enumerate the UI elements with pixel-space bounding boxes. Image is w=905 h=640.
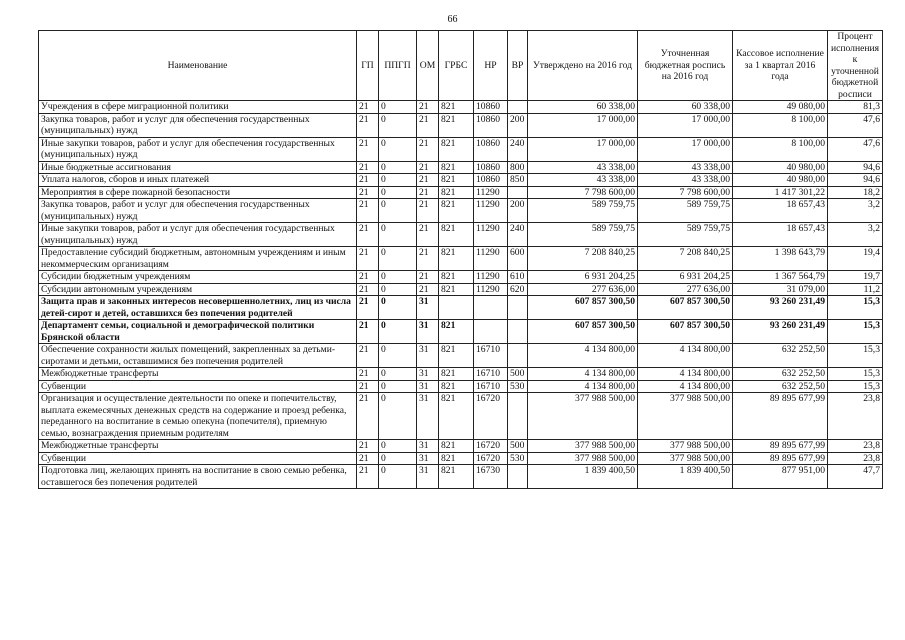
cell-gp: 21: [357, 137, 379, 161]
cell-approved: 1 839 400,50: [528, 465, 638, 489]
cell-np: 16720: [474, 452, 508, 465]
cell-refined: 589 759,75: [638, 223, 733, 247]
cell-grbs: 821: [439, 440, 474, 453]
cell-percent: 19,7: [828, 271, 883, 284]
cell-np: 11290: [474, 186, 508, 199]
table-row: [39, 271, 883, 284]
cell-ppgp: 0: [379, 137, 417, 161]
cell-np: 16720: [474, 393, 508, 440]
cell-approved: 377 988 500,00: [528, 452, 638, 465]
cell-cash: 1 398 643,79: [733, 247, 828, 271]
cell-gp: 21: [357, 186, 379, 199]
cell-om: 31: [417, 465, 439, 489]
page-number: 66: [447, 14, 458, 25]
cell-vr: 240: [508, 137, 528, 161]
cell-om: 21: [417, 174, 439, 187]
cell-om: 21: [417, 283, 439, 296]
cell-percent: 23,8: [828, 393, 883, 440]
header-gp: ГП: [357, 31, 379, 101]
cell-name: Подготовка лиц, желающих принять на воспитание в свою семью ребенка, оставшегося без попечения родителей: [39, 465, 357, 489]
cell-gp: 21: [357, 247, 379, 271]
budget-execution-table: [38, 30, 883, 489]
cell-cash: 93 260 231,49: [733, 320, 828, 344]
cell-ppgp: 0: [379, 452, 417, 465]
cell-grbs: 821: [439, 161, 474, 174]
cell-name: Департамент семьи, социальной и демографической политики Брянской области: [39, 320, 357, 344]
cell-gp: 21: [357, 199, 379, 223]
cell-cash: 89 895 677,99: [733, 393, 828, 440]
cell-np: 11290: [474, 199, 508, 223]
cell-percent: 47,6: [828, 113, 883, 137]
cell-vr: [508, 465, 528, 489]
cell-refined: 377 988 500,00: [638, 452, 733, 465]
table-row: [39, 368, 883, 381]
cell-om: 21: [417, 199, 439, 223]
cell-gp: 21: [357, 320, 379, 344]
table-row: [39, 320, 883, 344]
cell-approved: 17 000,00: [528, 137, 638, 161]
cell-om: 31: [417, 452, 439, 465]
cell-om: 21: [417, 271, 439, 284]
cell-refined: 6 931 204,25: [638, 271, 733, 284]
cell-gp: 21: [357, 368, 379, 381]
header-percent: Процент исполнения к уточненной бюджетной росписи: [828, 31, 883, 101]
cell-gp: 21: [357, 344, 379, 368]
cell-vr: 530: [508, 380, 528, 393]
cell-ppgp: 0: [379, 440, 417, 453]
cell-grbs: 821: [439, 344, 474, 368]
table-row: [39, 440, 883, 453]
table-row: [39, 380, 883, 393]
cell-name: Субвенции: [39, 452, 357, 465]
cell-approved: 4 134 800,00: [528, 368, 638, 381]
cell-name: Уплата налогов, сборов и иных платежей: [39, 174, 357, 187]
cell-name: Учреждения в сфере миграционной политики: [39, 101, 357, 114]
cell-percent: 15,3: [828, 320, 883, 344]
cell-approved: 377 988 500,00: [528, 393, 638, 440]
cell-cash: 31 079,00: [733, 283, 828, 296]
cell-refined: 589 759,75: [638, 199, 733, 223]
cell-percent: 47,6: [828, 137, 883, 161]
cell-grbs: 821: [439, 113, 474, 137]
cell-approved: 589 759,75: [528, 199, 638, 223]
cell-ppgp: 0: [379, 320, 417, 344]
cell-cash: 18 657,43: [733, 199, 828, 223]
cell-vr: 500: [508, 368, 528, 381]
cell-approved: 4 134 800,00: [528, 344, 638, 368]
cell-cash: 632 252,50: [733, 380, 828, 393]
cell-grbs: 821: [439, 186, 474, 199]
cell-grbs: 821: [439, 174, 474, 187]
cell-approved: 43 338,00: [528, 161, 638, 174]
cell-grbs: 821: [439, 271, 474, 284]
cell-grbs: 821: [439, 368, 474, 381]
cell-cash: 40 980,00: [733, 161, 828, 174]
cell-grbs: 821: [439, 247, 474, 271]
cell-name: Обеспечение сохранности жилых помещений, закрепленных за детьми-сиротами и детьми, оставшимися без попечения родителей: [39, 344, 357, 368]
cell-gp: 21: [357, 101, 379, 114]
header-ppgp: ППГП: [379, 31, 417, 101]
cell-approved: 589 759,75: [528, 223, 638, 247]
cell-vr: [508, 296, 528, 320]
cell-percent: 19,4: [828, 247, 883, 271]
cell-percent: 3,2: [828, 199, 883, 223]
cell-approved: 43 338,00: [528, 174, 638, 187]
cell-cash: 18 657,43: [733, 223, 828, 247]
cell-name: Иные закупки товаров, работ и услуг для обеспечения государственных (муниципальных) нужд: [39, 223, 357, 247]
cell-np: 11290: [474, 283, 508, 296]
header-grbs: ГРБС: [439, 31, 474, 101]
cell-om: 31: [417, 344, 439, 368]
cell-refined: 17 000,00: [638, 113, 733, 137]
cell-percent: 18,2: [828, 186, 883, 199]
table-row: [39, 283, 883, 296]
cell-percent: 15,3: [828, 380, 883, 393]
cell-percent: 3,2: [828, 223, 883, 247]
table-row: [39, 101, 883, 114]
cell-approved: 7 798 600,00: [528, 186, 638, 199]
cell-ppgp: 0: [379, 247, 417, 271]
cell-vr: [508, 101, 528, 114]
table-header-row: [39, 31, 883, 101]
cell-ppgp: 0: [379, 186, 417, 199]
cell-np: 16710: [474, 344, 508, 368]
cell-refined: 4 134 800,00: [638, 380, 733, 393]
cell-refined: 4 134 800,00: [638, 368, 733, 381]
cell-percent: 23,8: [828, 440, 883, 453]
cell-gp: 21: [357, 223, 379, 247]
cell-grbs: 821: [439, 465, 474, 489]
cell-name: Иные бюджетные ассигнования: [39, 161, 357, 174]
header-cash: Кассовое исполнение за 1 квартал 2016 года: [733, 31, 828, 101]
cell-cash: 877 951,00: [733, 465, 828, 489]
cell-refined: 43 338,00: [638, 174, 733, 187]
cell-refined: 60 338,00: [638, 101, 733, 114]
cell-approved: 607 857 300,50: [528, 296, 638, 320]
cell-vr: 530: [508, 452, 528, 465]
table-row: [39, 452, 883, 465]
header-om: ОМ: [417, 31, 439, 101]
table-row: [39, 113, 883, 137]
cell-cash: 8 100,00: [733, 137, 828, 161]
cell-cash: 632 252,50: [733, 344, 828, 368]
cell-ppgp: 0: [379, 283, 417, 296]
cell-vr: 200: [508, 199, 528, 223]
cell-name: Субсидии автономным учреждениям: [39, 283, 357, 296]
cell-vr: 600: [508, 247, 528, 271]
table-row: [39, 186, 883, 199]
cell-np: 10860: [474, 101, 508, 114]
cell-gp: 21: [357, 174, 379, 187]
cell-vr: [508, 393, 528, 440]
cell-cash: 1 367 564,79: [733, 271, 828, 284]
cell-om: 21: [417, 186, 439, 199]
table-body: [39, 101, 883, 489]
cell-om: 21: [417, 223, 439, 247]
cell-om: 21: [417, 113, 439, 137]
cell-percent: 94,6: [828, 161, 883, 174]
cell-name: Закупка товаров, работ и услуг для обеспечения государственных (муниципальных) нужд: [39, 113, 357, 137]
table-row: [39, 223, 883, 247]
cell-name: Межбюджетные трансферты: [39, 440, 357, 453]
cell-gp: 21: [357, 452, 379, 465]
cell-cash: 49 080,00: [733, 101, 828, 114]
cell-percent: 23,8: [828, 452, 883, 465]
header-np: НР: [474, 31, 508, 101]
cell-approved: 377 988 500,00: [528, 440, 638, 453]
cell-name: Защита прав и законных интересов несовершеннолетних, лиц из числа детей-сирот и детей, оставшихся без попечения родителей: [39, 296, 357, 320]
cell-refined: 17 000,00: [638, 137, 733, 161]
cell-vr: 500: [508, 440, 528, 453]
cell-gp: 21: [357, 271, 379, 284]
cell-cash: 8 100,00: [733, 113, 828, 137]
header-name: Наименование: [39, 31, 357, 101]
cell-cash: 40 980,00: [733, 174, 828, 187]
table-row: [39, 296, 883, 320]
cell-np: 11290: [474, 223, 508, 247]
cell-vr: 610: [508, 271, 528, 284]
cell-np: 11290: [474, 271, 508, 284]
cell-np: [474, 296, 508, 320]
cell-np: 10860: [474, 174, 508, 187]
cell-ppgp: 0: [379, 465, 417, 489]
cell-approved: 60 338,00: [528, 101, 638, 114]
cell-refined: 7 208 840,25: [638, 247, 733, 271]
table-row: [39, 174, 883, 187]
cell-gp: 21: [357, 113, 379, 137]
table-row: [39, 247, 883, 271]
cell-gp: 21: [357, 283, 379, 296]
cell-vr: [508, 320, 528, 344]
cell-om: 21: [417, 247, 439, 271]
cell-grbs: 821: [439, 199, 474, 223]
cell-gp: 21: [357, 296, 379, 320]
cell-ppgp: 0: [379, 161, 417, 174]
cell-np: 16720: [474, 440, 508, 453]
table-row: [39, 344, 883, 368]
cell-ppgp: 0: [379, 101, 417, 114]
cell-name: Субвенции: [39, 380, 357, 393]
cell-refined: 7 798 600,00: [638, 186, 733, 199]
cell-ppgp: 0: [379, 296, 417, 320]
cell-cash: 1 417 301,22: [733, 186, 828, 199]
cell-om: 31: [417, 368, 439, 381]
cell-om: 21: [417, 161, 439, 174]
cell-vr: 620: [508, 283, 528, 296]
cell-ppgp: 0: [379, 223, 417, 247]
cell-ppgp: 0: [379, 393, 417, 440]
cell-vr: [508, 344, 528, 368]
table-row: [39, 465, 883, 489]
header-refined: Уточненная бюджетная роспись на 2016 год: [638, 31, 733, 101]
cell-cash: 93 260 231,49: [733, 296, 828, 320]
cell-np: 16710: [474, 368, 508, 381]
cell-percent: 11,2: [828, 283, 883, 296]
cell-ppgp: 0: [379, 380, 417, 393]
cell-om: 31: [417, 393, 439, 440]
cell-om: 21: [417, 137, 439, 161]
table-row: [39, 393, 883, 440]
cell-vr: 240: [508, 223, 528, 247]
table-row: [39, 161, 883, 174]
cell-refined: 607 857 300,50: [638, 320, 733, 344]
cell-approved: 277 636,00: [528, 283, 638, 296]
cell-vr: 200: [508, 113, 528, 137]
cell-refined: 4 134 800,00: [638, 344, 733, 368]
cell-refined: 43 338,00: [638, 161, 733, 174]
cell-cash: 632 252,50: [733, 368, 828, 381]
cell-percent: 47,7: [828, 465, 883, 489]
cell-om: 31: [417, 380, 439, 393]
cell-refined: 377 988 500,00: [638, 393, 733, 440]
cell-np: [474, 320, 508, 344]
cell-grbs: 821: [439, 101, 474, 114]
cell-percent: 15,3: [828, 344, 883, 368]
cell-gp: 21: [357, 465, 379, 489]
cell-approved: 6 931 204,25: [528, 271, 638, 284]
cell-name: Предоставление субсидий бюджетным, автономным учреждениям и иным некоммерческим организациям: [39, 247, 357, 271]
cell-np: 16710: [474, 380, 508, 393]
cell-np: 16730: [474, 465, 508, 489]
cell-ppgp: 0: [379, 344, 417, 368]
cell-percent: 15,3: [828, 296, 883, 320]
cell-cash: 89 895 677,99: [733, 452, 828, 465]
cell-percent: 94,6: [828, 174, 883, 187]
cell-ppgp: 0: [379, 199, 417, 223]
cell-grbs: 821: [439, 223, 474, 247]
cell-vr: 800: [508, 161, 528, 174]
header-vr: ВР: [508, 31, 528, 101]
cell-gp: 21: [357, 380, 379, 393]
cell-cash: 89 895 677,99: [733, 440, 828, 453]
cell-np: 10860: [474, 137, 508, 161]
cell-approved: 607 857 300,50: [528, 320, 638, 344]
cell-gp: 21: [357, 440, 379, 453]
cell-name: Закупка товаров, работ и услуг для обеспечения государственных (муниципальных) нужд: [39, 199, 357, 223]
cell-om: 31: [417, 440, 439, 453]
cell-name: Субсидии бюджетным учреждениям: [39, 271, 357, 284]
cell-percent: 81,3: [828, 101, 883, 114]
cell-om: 31: [417, 296, 439, 320]
cell-name: Организация и осуществление деятельности по опеке и попечительству, выплата ежемесячных денежных средств на содержание и проезд ребенка, переданного на воспитание в семью опекуна (попечителя), приемную семью, вознаграждения приемным родителям: [39, 393, 357, 440]
cell-gp: 21: [357, 161, 379, 174]
cell-ppgp: 0: [379, 271, 417, 284]
cell-np: 10860: [474, 113, 508, 137]
cell-grbs: 821: [439, 380, 474, 393]
cell-name: Мероприятия в сфере пожарной безопасности: [39, 186, 357, 199]
cell-om: 31: [417, 320, 439, 344]
cell-np: 10860: [474, 161, 508, 174]
cell-refined: 377 988 500,00: [638, 440, 733, 453]
cell-refined: 607 857 300,50: [638, 296, 733, 320]
cell-refined: 277 636,00: [638, 283, 733, 296]
cell-name: Иные закупки товаров, работ и услуг для обеспечения государственных (муниципальных) нужд: [39, 137, 357, 161]
cell-grbs: 821: [439, 393, 474, 440]
cell-ppgp: 0: [379, 368, 417, 381]
cell-vr: [508, 186, 528, 199]
cell-approved: 17 000,00: [528, 113, 638, 137]
cell-np: 11290: [474, 247, 508, 271]
cell-refined: 1 839 400,50: [638, 465, 733, 489]
cell-ppgp: 0: [379, 174, 417, 187]
cell-grbs: 821: [439, 320, 474, 344]
cell-grbs: 821: [439, 137, 474, 161]
table-row: [39, 137, 883, 161]
cell-vr: 850: [508, 174, 528, 187]
cell-grbs: [439, 296, 474, 320]
cell-approved: 4 134 800,00: [528, 380, 638, 393]
cell-gp: 21: [357, 393, 379, 440]
cell-ppgp: 0: [379, 113, 417, 137]
cell-grbs: 821: [439, 452, 474, 465]
cell-om: 21: [417, 101, 439, 114]
header-approved: Утверждено на 2016 год: [528, 31, 638, 101]
cell-name: Межбюджетные трансферты: [39, 368, 357, 381]
cell-approved: 7 208 840,25: [528, 247, 638, 271]
cell-percent: 15,3: [828, 368, 883, 381]
cell-grbs: 821: [439, 283, 474, 296]
table-row: [39, 199, 883, 223]
